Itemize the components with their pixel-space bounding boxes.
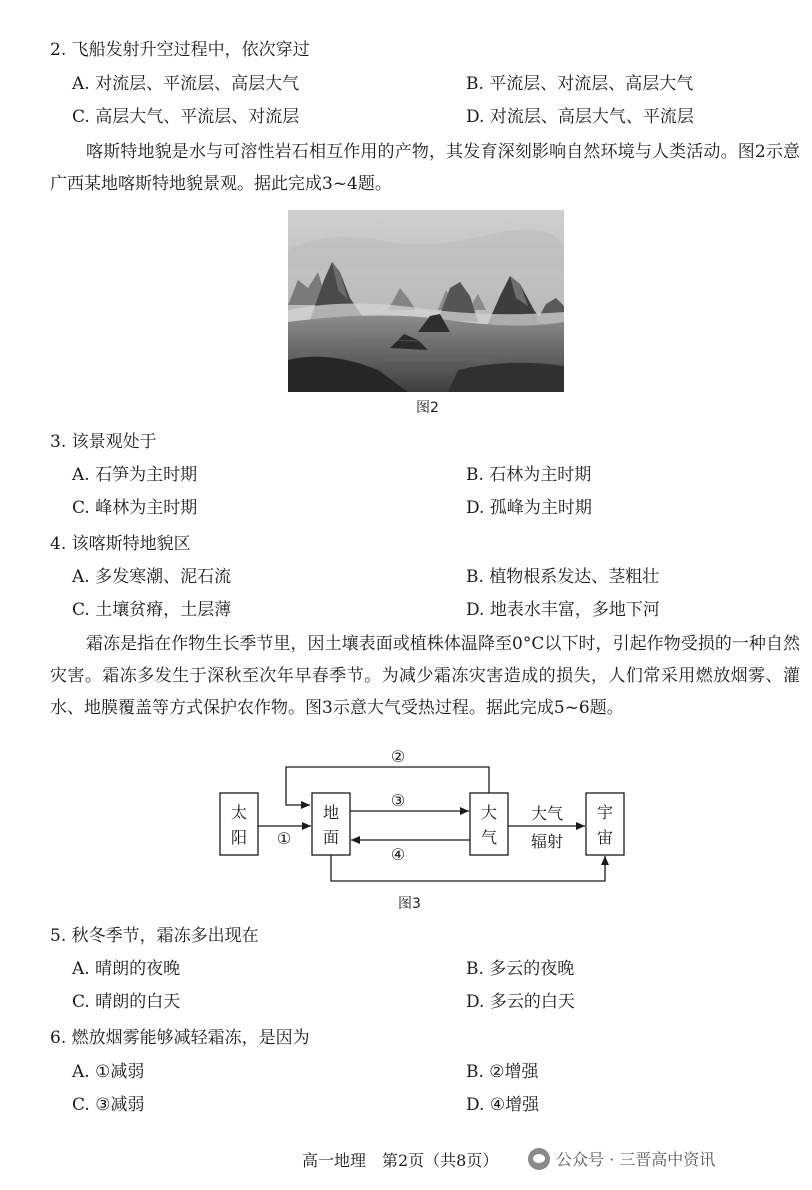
q2-option-c: C. 高层大气、平流层、对流层 (72, 107, 300, 127)
passage-frost: 霜冻是指在作物生长季节里，因土壤表面或植株体温降至0°C以下时，引起作物受损的一种自然灾害。霜冻多发生于深秋至次年早春季节。为减少霜冻灾害造成的损失，人们常采用燃放烟雾、灌水、地膜覆盖等方式保护农作物。图3示意大气受热过程。据此完成5~6题。 (50, 634, 800, 718)
ground-text-2: 面 (322, 828, 340, 847)
q2-option-a: A. 对流层、平流层、高层大气 (72, 74, 300, 94)
atmosphere-text-2: 气 (480, 828, 498, 847)
arrow-2 (286, 767, 489, 805)
q5-option-a: A. 晴朗的夜晚 (72, 959, 181, 979)
sun-text-1: 太 (230, 803, 248, 822)
label-3: ③ (390, 791, 406, 810)
figure-2-caption: 图2 (416, 400, 439, 416)
q4-option-d: D. 地表水丰富，多地下河 (466, 600, 660, 620)
q5-stem: 5. 秋冬季节，霜冻多出现在 (50, 926, 259, 946)
label-2: ② (390, 747, 406, 766)
passage-karst: 喀斯特地貌是水与可溶性岩石相互作用的产物，其发育深刻影响自然环境与人类活动。图2示意广西某地喀斯特地貌景观。据此完成3~4题。 (50, 142, 800, 194)
atm-radiation-text-1: 大气 (530, 804, 564, 823)
label-4: ④ (390, 845, 406, 864)
watermark-text: 公众号 · 三晋高中资讯 (556, 1150, 716, 1169)
q3-option-a: A. 石笋为主时期 (72, 465, 198, 485)
q4-option-a: A. 多发寒潮、泥石流 (72, 567, 232, 587)
q5-option-b: B. 多云的夜晚 (466, 959, 575, 979)
wechat-icon (528, 1148, 550, 1170)
atmosphere-text-1: 大 (480, 803, 498, 822)
q4-option-c: C. 土壤贫瘠，土层薄 (72, 600, 232, 620)
label-1: ① (276, 829, 292, 848)
arrow-ground-to-space (331, 855, 605, 881)
q2-option-d: D. 对流层、高层大气、平流层 (466, 107, 694, 127)
q6-option-d: D. ④增强 (466, 1095, 540, 1115)
q6-option-b: B. ②增强 (466, 1062, 539, 1082)
q5-option-d: D. 多云的白天 (466, 992, 575, 1012)
q2-stem: 2. 飞船发射升空过程中，依次穿过 (50, 40, 310, 60)
atm-radiation-text-2: 辐射 (530, 832, 564, 851)
q5-option-c: C. 晴朗的白天 (72, 992, 181, 1012)
sun-text-2: 阳 (230, 828, 248, 847)
q3-option-c: C. 峰林为主时期 (72, 498, 198, 518)
q6-stem: 6. 燃放烟雾能够减轻霜冻，是因为 (50, 1028, 310, 1048)
q3-option-d: D. 孤峰为主时期 (466, 498, 592, 518)
space-text-1: 宇 (596, 803, 614, 822)
karst-landscape-image (288, 210, 564, 392)
space-text-2: 宙 (596, 828, 614, 847)
q3-stem: 3. 该景观处于 (50, 432, 157, 452)
q3-option-b: B. 石林为主时期 (466, 465, 592, 485)
ground-text-1: 地 (322, 803, 340, 822)
atmospheric-heating-diagram (210, 745, 630, 890)
figure-3-caption: 图3 (398, 896, 421, 912)
q4-stem: 4. 该喀斯特地貌区 (50, 534, 191, 554)
q6-option-c: C. ③减弱 (72, 1095, 145, 1115)
page-footer: 高一地理 第2页（共8页） (302, 1151, 499, 1170)
q6-option-a: A. ①减弱 (72, 1062, 145, 1082)
watermark (528, 1147, 715, 1170)
q4-option-b: B. 植物根系发达、茎粗壮 (466, 567, 660, 587)
q2-option-b: B. 平流层、对流层、高层大气 (466, 74, 694, 94)
